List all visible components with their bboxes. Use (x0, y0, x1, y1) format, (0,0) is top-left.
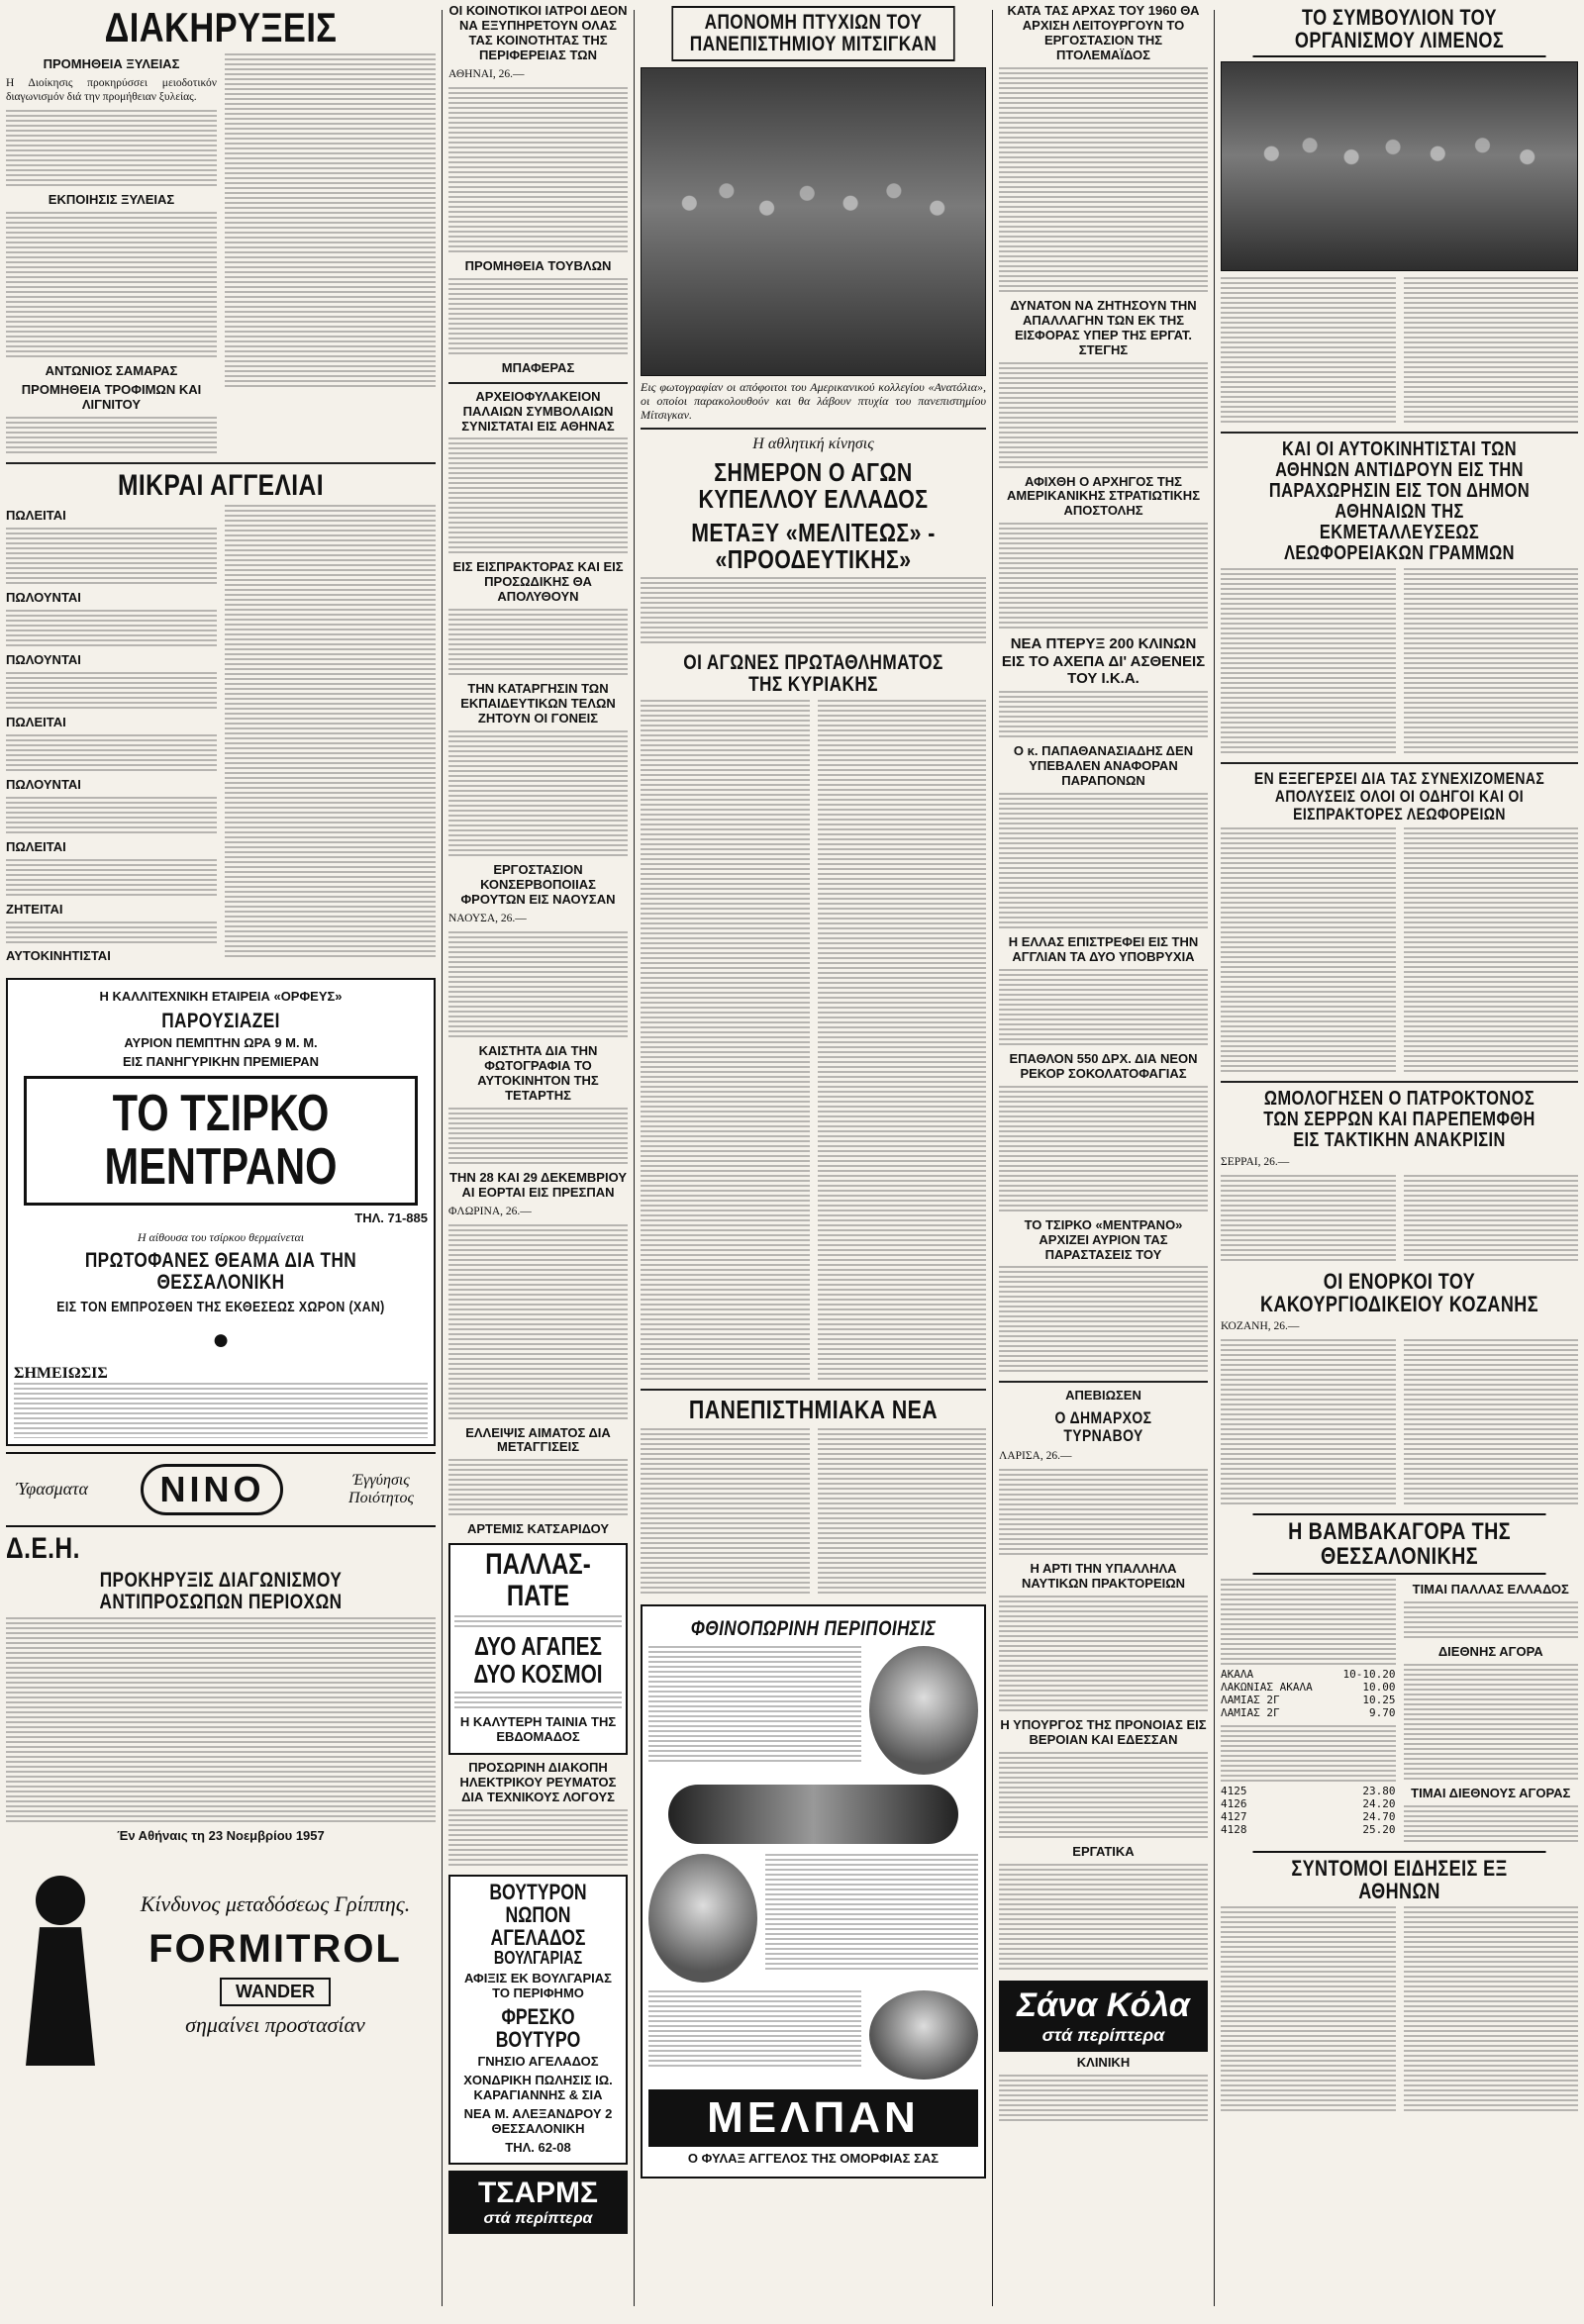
heading-kata: ΚΑΤΑ ΤΑΣ ΑΡΧΑΣ ΤΟΥ 1960 ΘΑ ΑΡΧΙΣΗ ΛΕΙΤΟΥΡΓΟΥΝ ΤΟ ΕΡΓΟΣΤΑΣΙΟΝ ΤΗΣ ΠΤΟΛΕΜΑΪΔΟΣ (1007, 3, 1200, 62)
heading-archeiofylakeion: ΑΡΧΕΙΟΦΥΛΑΚΕΙΟΝ ΠΑΛΑΙΩΝ ΣΥΜΒΟΛΑΙΩΝ ΣΥΝΙΣΤΑΤΑΙ ΕΙΣ ΑΘΗΝΑΣ (461, 388, 615, 434)
bullet-icon: ● (211, 1322, 231, 1356)
woman-face-icon (648, 1854, 757, 1983)
heading-epathlon: ΕΠΑΘΛΟΝ 550 ΔΡΧ. ΔΙΑ ΝΕΟΝ ΡΕΚΟΡ ΣΟΚΟΛΑΤΟΦΑΓΙΑΣ (1009, 1050, 1198, 1081)
heading-ergostasion: ΕΡΓΟΣΤΑΣΙΟΝ ΚΟΝΣΕΡΒΟΠΟΙΙΑΣ ΦΡΟΥΤΩΝ ΕΙΣ ΝΑΟΥΣΑΝ (460, 862, 616, 907)
text-block (225, 505, 436, 960)
column-news-5 (1215, 0, 1584, 2316)
divider (999, 1381, 1208, 1383)
orfeus-presents: ΠΑΡΟΥΣΙΑΖΕΙ (161, 1009, 280, 1032)
heading-kai-oi: ΚΑΙ ΟΙ ΑΥΤΟΚΙΝΗΤΙΣΤΑΙ ΤΩΝ ΑΘΗΝΩΝ ΑΝΤΙΔΡΟΥΝ ΕΙΣ ΤΗΝ ΠΑΡΑΧΩΡΗΣΙΝ ΕΙΣ ΤΟΝ ΔΗΜΟΝ ΑΘΗΝΑΙΩΝ ΤΗΣ ΕΚΜΕΤΑΛΛΕΥΣΕΩΣ ΛΕΩΦΟΡΕΙΑΚΩΝ ΓΡΑΜΜΩΝ (1268, 438, 1531, 565)
ad-label: ΖΗΤΕΙΤΑΙ (6, 901, 63, 917)
circus-note-label: ΣΗΜΕΙΩΣΙΣ (14, 1364, 108, 1382)
orfeus-company: Η ΚΑΛΛΙΤΕΧΝΙΚΗ ΕΤΑΙΡΕΙΑ «ΟΡΦΕΥΣ» (99, 988, 343, 1004)
sanagkola-kiosks: στά περίπτερα (1041, 2024, 1165, 2045)
dei-heading: ΠΡΟΚΗΡΥΞΙΣ ΔΙΑΓΩΝΙΣΜΟΥ ΑΝΤΙΠΡΟΣΩΠΩΝ ΠΕΡΙΟΧΩΝ (99, 1569, 343, 1614)
text-block (1404, 568, 1579, 756)
text-block (454, 1692, 622, 1711)
signature: ΑΡΤΕΜΙΣ ΚΑΤΣΑΡΙΔΟΥ (466, 1521, 610, 1537)
divider (641, 1389, 986, 1391)
text-block (448, 1224, 628, 1422)
circus-where: ΕΙΣ ΤΟΝ ΕΜΠΡΟΣΘΕΝ ΤΗΣ ΕΚΘΕΣΕΩΣ ΧΩΡΟΝ (ΧΑΝ) (56, 1298, 385, 1315)
text-block (999, 793, 1208, 931)
text-block (454, 1615, 622, 1629)
divider (1221, 1081, 1578, 1083)
text-block (999, 691, 1208, 740)
heading-katargisi: ΤΗΝ ΚΑΤΑΡΓΗΣΙΝ ΤΩΝ ΕΚΠΑΙΔΕΥΤΙΚΩΝ ΤΕΛΩΝ ΖΗΤΟΥΝ ΟΙ ΓΟΝΕΙΣ (460, 681, 616, 726)
price-row: 4125 23.80 (1221, 1785, 1396, 1798)
divider (641, 428, 986, 430)
tsarms-kiosks: στά περίπτερα (483, 2210, 593, 2228)
text-block (999, 362, 1208, 471)
heading-metaxy: ΜΕΤΑΞΥ «ΜΕΛΙΤΕΩΣ» - «ΠΡΟΟΔΕΥΤΙΚΗΣ» (691, 517, 936, 574)
text-block (448, 730, 628, 859)
text-block (1221, 1579, 1396, 1668)
heading-diakirykseis: ΔΙΑΚΗΡΥΞΕΙΣ (104, 4, 338, 50)
text-block (999, 1086, 1208, 1214)
woman-face-icon (869, 1990, 978, 2080)
text-block (448, 87, 628, 255)
heading-promitheia-trofimon: ΠΡΟΜΗΘΕΙΑ ΤΡΟΦΙΜΩΝ ΚΑΙ ΛΙΓΝΙΤΟΥ (21, 381, 202, 412)
dateline: ΣΕΡΡΑΙ, 26.— (1221, 1155, 1290, 1168)
text-block (999, 969, 1208, 1048)
circus-heated: Η αίθουσα του τσίρκου θερμαίνεται (137, 1229, 305, 1244)
heading-elleipsis: ΕΛΛΕΙΨΙΣ ΑΙΜΑΤΟΣ ΔΙΑ ΜΕΤΑΓΓΙΣΕΙΣ (465, 1424, 611, 1455)
heading-ypourgos: Η ΥΠΟΥΡΓΟΣ ΤΗΣ ΠΡΟΝΟΙΑΣ ΕΙΣ ΒΕΡΟΙΑΝ ΚΑΙ ΕΔΕΣΣΑΝ (1000, 1716, 1207, 1747)
melpan-slogan: Ο ΦΥΛΑΞ ΑΓΓΕΛΟΣ ΤΗΣ ΟΜΟΡΦΙΑΣ ΣΑΣ (687, 2150, 940, 2166)
dateline: ΑΘΗΝΑΙ, 26.— (448, 67, 525, 80)
text-block (1404, 827, 1579, 1075)
heading-enorkoi: ΟΙ ΕΝΟΡΚΟΙ ΤΟΥ ΚΑΚΟΥΡΓΙΟΔΙΚΕΙΟΥ ΚΟΖΑΝΗΣ (1260, 1268, 1538, 1316)
heading-tsirko: ΤΟ ΤΣΙΡΚΟ «ΜΕΝΤΡΑΝΟ» ΑΡΧΙΖΕΙ ΑΥΡΙΟΝ ΤΑΣ ΠΑΡΑΣΤΑΣΕΙΣ ΤΟΥ (1024, 1216, 1183, 1262)
text-block (999, 1596, 1208, 1714)
text-block (999, 2075, 1208, 2124)
heading-koinotikoi: ΟΙ ΚΟΙΝΟΤΙΚΟΙ ΙΑΤΡΟΙ ΔΕΟΝ ΝΑ ΕΞΥΠΗΡΕΤΟΥΝ ΟΛΑΣ ΤΑΣ ΚΟΙΝΟΤΗΤΑΣ ΤΗΣ ΠΕΡΙΦΕΡΕΙΑΣ ΤΩΝ (448, 3, 628, 62)
text-block (6, 110, 217, 189)
dateline: ΛΑΡΙΣΑ, 26.— (999, 1450, 1072, 1463)
price-row: ΛΑΚΩΝΙΑΣ ΑΚΑΛΑ 10.00 (1221, 1681, 1396, 1695)
text-block (1404, 1601, 1579, 1641)
pallas-cinema-ad (448, 1543, 628, 1754)
divider (6, 462, 436, 464)
text-block (6, 212, 217, 360)
text-block (448, 437, 628, 556)
dei-title: Δ.Ε.Η. (6, 1531, 80, 1565)
text-block (6, 921, 217, 945)
price-row: ΛΑΜΙΑΣ 2Γ 9.70 (1221, 1706, 1396, 1720)
heading-kaisteta: ΚΑΙΣΤΗΤΑ ΔΙΑ ΤΗΝ ΦΩΤΟΓΡΑΦΙΑ ΤΟ ΑΥΤΟΚΙΝΗΤΟΝ ΤΗΣ ΤΕΤΑΡΤΗΣ (477, 1042, 599, 1103)
text-block (6, 1617, 436, 1825)
melpan-autumn: ΦΘΙΝΟΠΩΡΙΝΗ ΠΕΡΙΠΟΙΗΣΙΣ (690, 1616, 937, 1640)
circus-title: ΤΟ ΤΣΙΡΚΟ ΜΕΝΤΡΑΝΟ (104, 1084, 338, 1197)
text-block (448, 1108, 628, 1167)
text-block (1404, 277, 1579, 426)
text-block (1221, 568, 1396, 756)
dateline: ΝΑΟΥΣΑ, 26.— (448, 912, 527, 924)
heading-simeron: ΣΗΜΕΡΟΝ Ο ΑΓΩΝ ΚΥΠΕΛΛΟΥ ΕΛΛΑΔΟΣ (698, 457, 929, 515)
heading-diethnis: ΔΙΕΘΝΗΣ ΑΓΟΡΑ (1437, 1644, 1543, 1660)
woman-face-icon (869, 1646, 978, 1775)
orfeus-premiere: ΕΙΣ ΠΑΝΗΓΥΡΙΚΗΝ ΠΡΕΜΙΕΡΑΝ (122, 1053, 320, 1069)
pallas-film: ΔΥΟ ΑΓΑΠΕΣ ΔΥΟ ΚΟΣΜΟΙ (473, 1631, 603, 1689)
heading-timai: ΤΙΜΑΙ ΠΑΛΛΑΣ ΕΛΛΑΔΟΣ (1412, 1582, 1569, 1598)
heading-promitheia-toyblon: ΠΡΟΜΗΘΕΙΑ ΤΟΥΒΛΩΝ (464, 257, 612, 273)
heading-kliniki: ΚΛΙΝΙΚΗ (1076, 2054, 1131, 2070)
text-block (6, 417, 217, 456)
butter-wholesale: ΧΟΝΔΡΙΚΗ ΠΩΛΗΣΙΣ ΙΩ. ΚΑΡΑΓΙΑΝΝΗΣ & ΣΙΑ (463, 2072, 613, 2102)
heading-nea-pteryx: ΝΕΑ ΠΤΕΡΥΞ 200 ΚΛΙΝΩΝ ΕΙΣ ΤΟ ΑΧΕΠΑ ΔΙ' ΑΣΘΕΝΕΙΣ ΤΟΥ Ι.Κ.Α. (1001, 635, 1206, 687)
price-row: 4127 24.70 (1221, 1810, 1396, 1824)
column-news-3 (635, 0, 992, 2316)
price-row: ΛΑΜΙΑΣ 2Γ 10.25 (1221, 1694, 1396, 1707)
graduates-caption: Εις φωτογραφίαν οι απόφοιτοι του Αμερικανικού κολλεγίου «Ανατόλια», οι οποίοι παρακολουθούν και θα λάβουν πτυχία του πανεπιστημίου Μίτσιγκαν. (641, 380, 986, 423)
text-block (999, 1752, 1208, 1841)
text-block (1404, 1175, 1579, 1264)
ad-label: ΠΩΛΟΥΝΤΑΙ (6, 777, 81, 793)
ad-label: ΠΩΛΟΥΝΤΑΙ (6, 590, 81, 606)
text-block (648, 1646, 861, 1765)
sports-section: Η αθλητική κίνησις (752, 436, 874, 453)
circus-phone: ΤΗΛ. 71-885 (354, 1210, 428, 1225)
ad-label: ΑΥΤΟΚΙΝΗΤΙΣΤΑΙ (6, 947, 111, 963)
butter-address: ΝΕΑ Μ. ΑΛΕΞΑΝΔΡΟΥ 2 ΘΕΣΣΑΛΟΝΙΚΗ (463, 2105, 613, 2136)
heading-en-exegersei: ΕΝ ΕΞΕΓΕΡΣΕΙ ΔΙΑ ΤΑΣ ΣΥΝΕΧΙΖΟΜΕΝΑΣ ΑΠΟΛΥΣΕΙΣ ΟΛΟΙ ΟΙ ΟΔΗΓΟΙ ΚΑΙ ΟΙ ΕΙΣΠΡΑΚΤΟΡΕΣ ΛΕΩΦΟΡΕΙΩΝ (1253, 769, 1545, 823)
text-block (1221, 277, 1396, 426)
heading-afixi: ΑΦΙΧΘΗ Ο ΑΡΧΗΓΟΣ ΤΗΣ ΑΜΕΡΙΚΑΝΙΚΗΣ ΣΤΡΑΤΙΩΤΙΚΗΣ ΑΠΟΣΤΟΛΗΣ (1007, 473, 1200, 519)
heading-i-arxi: Η ΑΡΤΙ ΤΗΝ ΥΠΑΛΛΗΛΑ ΝΑΥΤΙΚΩΝ ΠΡΑΚΤΟΡΕΙΩΝ (1021, 1561, 1186, 1591)
text-block (818, 700, 987, 1383)
text-block (448, 609, 628, 678)
text-block (1221, 1339, 1396, 1507)
heading-apebiosen: ΑΠΕΒΙΩΣΕΝ (1065, 1388, 1141, 1404)
column-classifieds (0, 0, 442, 2316)
butter-title: ΒΟΥΤΥΡΟΝ ΝΩΠΟΝ ΑΓΕΛΑΔΟΣ (489, 1879, 587, 1950)
circus-first: ΠΡΩΤΟΦΑΝΕΣ ΘΕΑΜΑ ΔΙΑ ΤΗΝ ΘΕΣΣΑΛΟΝΙΚΗ (84, 1248, 357, 1294)
text-block (448, 931, 628, 1040)
butter-genuine: ΓΝΗΣΙΟ ΑΓΕΛΑΔΟΣ (477, 2053, 599, 2069)
text-block (1404, 1906, 1579, 2114)
ad-label: ΠΩΛΕΙΤΑΙ (6, 838, 66, 854)
dateline: ΚΟΖΑΝΗ, 26.— (1221, 1319, 1300, 1332)
text-block (225, 53, 436, 390)
price-list (1221, 1785, 1396, 1836)
text-block (641, 700, 810, 1383)
melpan-brand: ΜΕΛΠΑΝ (648, 2089, 978, 2147)
butter-origin: ΒΟΥΛΓΑΡΙΑΣ (493, 1947, 583, 1968)
article-text: Η Διοίκησις προκηρύσσει μειοδοτικόν διαγωνισμόν διά την προμήθειαν ξυλείας. (6, 77, 217, 104)
dateline: ΦΛΩΡΙΝΑ, 26.— (448, 1205, 532, 1217)
formitrol-advertisement (6, 1856, 436, 2074)
heading-mikrai-aggeliai: ΜΙΚΡΑΙ ΑΓΓΕΛΙΑΙ (118, 468, 324, 502)
text-block (14, 1383, 428, 1438)
text-block (1404, 1664, 1579, 1783)
graduates-photo (641, 67, 986, 376)
text-block (1221, 1725, 1396, 1785)
price-row: 4126 24.20 (1221, 1797, 1396, 1811)
heading-ellas: Η ΕΛΛΑΣ ΕΠΙΣΤΡΕΦΕΙ ΕΙΣ ΤΗΝ ΑΓΓΛΙΑΝ ΤΑ ΔΥΟ ΥΠΟΒΡΥΧΙΑ (1008, 933, 1199, 964)
text-block (1404, 1339, 1579, 1507)
divider (1221, 762, 1578, 764)
nino-logo: NINO (141, 1464, 283, 1515)
melpan-advertisement (641, 1604, 986, 2179)
price-row: ΑΚΑΛΑ 10-10.20 (1221, 1668, 1396, 1682)
butter-fresh: ΦΡΕΣΚΟ ΒΟΥΤΥΡΟ (495, 2003, 581, 2052)
heading-agones: ΟΙ ΑΓΩΝΕΣ ΠΡΩΤΑΘΛΗΜΑΤΟΣ ΤΗΣ ΚΥΡΙΑΚΗΣ (683, 651, 943, 697)
nino-left: Ύφασματα (16, 1479, 88, 1500)
text-block (999, 1864, 1208, 1973)
orfeus-when: ΑΥΡΙΟΝ ΠΕΜΠΤΗΝ ΩΡΑ 9 Μ. Μ. (124, 1034, 318, 1050)
ad-label: ΠΩΛΕΙΤΑΙ (6, 715, 66, 730)
text-block (448, 278, 628, 357)
butter-arrival: ΑΦΙΞΙΣ ΕΚ ΒΟΥΛΓΑΡΙΑΣ ΤΟ ΠΕΡΙΦΗΜΟ (464, 1970, 612, 2000)
text-block (999, 67, 1208, 295)
heading-dimarchos: Ο ΔΗΜΑΡΧΟΣ ΤΥΡΝΑΒΟΥ (1054, 1408, 1152, 1446)
nino-advertisement (6, 1452, 436, 1527)
tsarms-brand: ΤΣΑΡΜΣ (478, 2177, 598, 2210)
pallas-best: Η ΚΑΛΥΤΕΡΗ ΤΑΙΝΙΑ ΤΗΣ ΕΒΔΟΜΑΔΟΣ (459, 1713, 617, 1744)
ad-label: ΠΩΛΕΙΤΑΙ (6, 508, 66, 524)
text-block (765, 1854, 978, 1973)
wander-logo: WANDER (220, 1978, 331, 2006)
council-photo (1221, 61, 1578, 271)
text-block (641, 1428, 810, 1597)
heading-timai-diethnous: ΤΙΜΑΙ ΔΙΕΘΝΟΥΣ ΑΓΟΡΑΣ (1411, 1786, 1571, 1801)
heading-ergatika: ΕΡΓΑΤΙΚΑ (1072, 1843, 1135, 1859)
text-block (999, 1266, 1208, 1375)
cream-tube-icon (668, 1785, 958, 1844)
column-news-2 (443, 0, 634, 2316)
nino-right: Έγγύησις Ποιότητος (348, 1471, 414, 1506)
text-block (6, 672, 217, 712)
heading-ekpoiisis-xyleias: ΕΚΠΟΙΗΣΙΣ ΞΥΛΕΙΑΣ (48, 192, 175, 208)
divider (1221, 432, 1578, 434)
divider (448, 382, 628, 384)
heading-papathanasiadis: Ο κ. ΠΑΠΑΘΑΝΑΣΙΑΔΗΣ ΔΕΝ ΥΠΕΒΑΛΕΝ ΑΝΑΦΟΡΑΝ ΠΑΡΑΠΟΝΩΝ (1013, 743, 1194, 788)
heading-omologisen: ΩΜΟΛΟΓΗΣΕΝ Ο ΠΑΤΡΟΚΤΟΝΟΣ ΤΩΝ ΣΕΡΡΩΝ ΚΑΙ ΠΑΡΕΠΕΜΦΘΗ ΕΙΣ ΤΑΚΤΙΚΗΝ ΑΝΑΚΡΙΣΙΝ (1263, 1087, 1535, 1151)
dei-announcement (6, 1533, 436, 1845)
column-news-4 (993, 0, 1214, 2316)
text-block (6, 528, 217, 587)
text-block (6, 734, 217, 774)
formitrol-danger: Κίνδυνος μεταδόσεως Γρίππης. (140, 1890, 411, 1916)
text-block (6, 859, 217, 899)
heading-dekemvriou: ΤΗΝ 28 ΚΑΙ 29 ΔΕΚΕΜΒΡΙΟΥ ΑΙ ΕΟΡΤΑΙ ΕΙΣ ΠΡΕΣΠΑΝ (449, 1169, 627, 1200)
text-block (648, 1990, 861, 2070)
heading-promitheia-xyleias: ΠΡΟΜΗΘΕΙΑ ΞΥΛΕΙΑΣ (43, 56, 180, 72)
heading-eispraktores: ΕΙΣ ΕΙΣΠΡΑΚΤΟΡΑΣ ΚΑΙ ΕΙΣ ΠΡΟΣΩΔΙΚΗΣ ΘΑ ΑΠΟΛΥΘΟΥΝ (452, 559, 624, 605)
butter-phone: ΤΗΛ. 62-08 (505, 2139, 571, 2155)
price-list (1221, 1668, 1396, 1719)
heading-diakopi: ΠΡΟΣΩΡΙΝΗ ΔΙΑΚΟΠΗ ΗΛΕΚΤΡΙΚΟΥ ΡΕΥΜΑΤΟΣ ΔΙΑ ΤΕΧΝΙΚΟΥΣ ΛΟΓΟΥΣ (459, 1759, 617, 1804)
formitrol-brand: FORMITROL (148, 1927, 402, 1972)
heading-aponomi: ΑΠΟΝΟΜΗ ΠΤΥΧΙΩΝ ΤΟΥ ΠΑΝΕΠΙΣΤΗΜΙΟΥ ΜΙΤΣΙΓΚΑΝ (671, 6, 954, 61)
text-block (6, 610, 217, 649)
figure-icon (6, 1856, 115, 2074)
text-block (1221, 1175, 1396, 1264)
text-block (448, 1809, 628, 1869)
tsarms-advertisement (448, 2171, 628, 2234)
ad-label: ΠΩΛΟΥΝΤΑΙ (6, 652, 81, 668)
text-block (448, 1459, 628, 1518)
heading-syntomoi: ΣΥΝΤΟΜΟΙ ΕΙΔΗΣΕΙΣ ΕΞ ΑΘΗΝΩΝ (1252, 1851, 1545, 1902)
text-block (6, 797, 217, 836)
text-block (641, 577, 986, 646)
signature: ΜΠΑΦΕΡΑΣ (501, 359, 575, 375)
circus-advertisement (6, 978, 436, 1446)
heading-dynaton: ΔΥΝΑΤΟΝ ΝΑ ΖΗΤΗΣΟΥΝ ΤΗΝ ΑΠΑΛΛΑΓΗΝ ΤΩΝ ΕΚ ΤΗΣ ΕΙΣΦΟΡΑΣ ΥΠΕΡ ΤΗΣ ΕΡΓΑΤ. ΣΤΕΓΗΣ (1010, 297, 1197, 357)
text-block (999, 523, 1208, 631)
text-block (1221, 827, 1396, 1075)
text-block (1404, 1805, 1579, 1845)
price-row: 4128 25.20 (1221, 1823, 1396, 1837)
formitrol-slogan: σημαίνει προστασίαν (185, 2012, 365, 2038)
sanagkola-advertisement (999, 1981, 1208, 2052)
heading-panepistimiaka: ΠΑΝΕΠΙΣΤΗΜΙΑΚΑ ΝΕΑ (688, 1395, 939, 1425)
signature: ΑΝΤΩΝΙΟΣ ΣΑΜΑΡΑΣ (45, 362, 178, 378)
sanagkola-brand: Σάνα Κόλα (1017, 1985, 1190, 2024)
text-block (999, 1469, 1208, 1558)
text-block (1221, 1906, 1396, 2114)
text-block (818, 1428, 987, 1597)
pallas-title: ΠΑΛΛΑΣ-ΠΑΤΕ (485, 1548, 591, 1612)
heading-symvoulion: ΤΟ ΣΥΜΒΟΥΛΙΟΝ ΤΟΥ ΟΡΓΑΝΙΣΜΟΥ ΛΙΜΕΝΟΣ (1252, 6, 1545, 57)
butter-advertisement (448, 1875, 628, 2166)
dei-date: Έν Αθήναις τη 23 Νοεμβρίου 1957 (117, 1828, 325, 1844)
heading-vamvakagora: Η ΒΑΜΒΑΚΑΓΟΡΑ ΤΗΣ ΘΕΣΣΑΛΟΝΙΚΗΣ (1252, 1513, 1545, 1575)
